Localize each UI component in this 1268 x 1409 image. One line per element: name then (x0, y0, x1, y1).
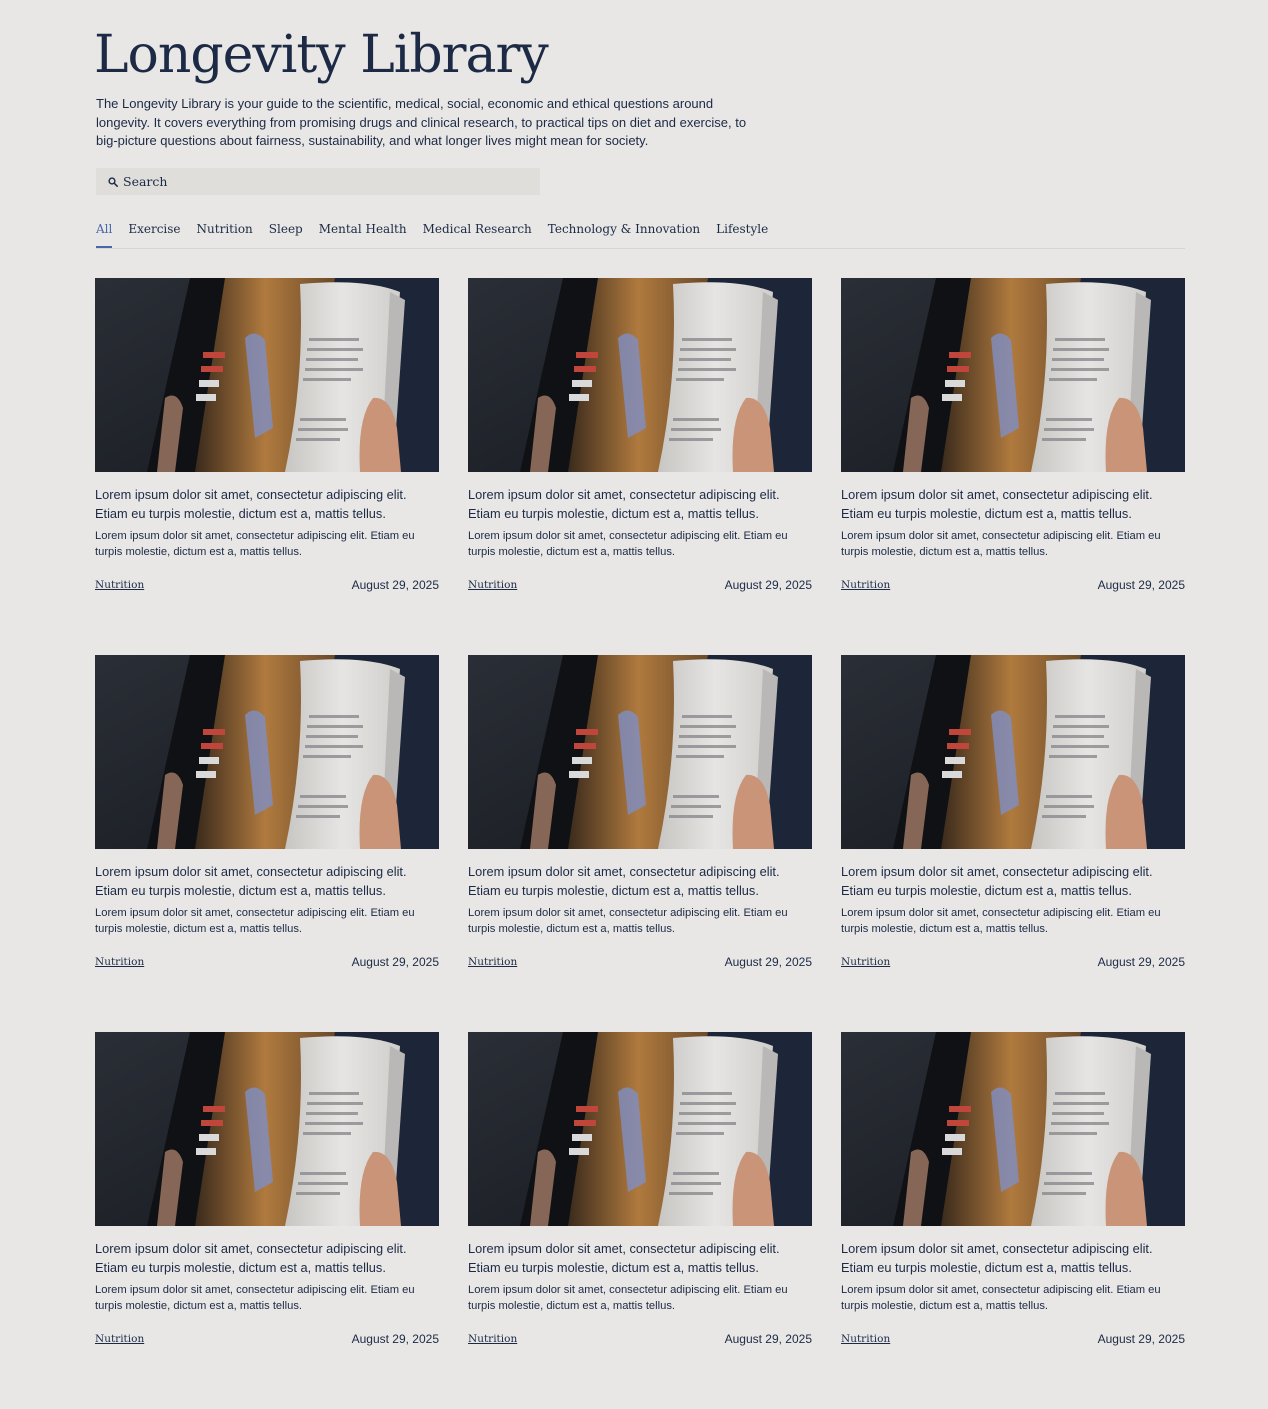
article-thumbnail[interactable] (468, 655, 812, 849)
search-placeholder: Search (123, 174, 168, 189)
article-excerpt: Lorem ipsum dolor sit amet, consectetur adipiscing elit. Etiam eu turpis molestie, dictum est a, mattis tellus. (841, 530, 1161, 558)
article-excerpt: Lorem ipsum dolor sit amet, consectetur adipiscing elit. Etiam eu turpis molestie, dictum est a, mattis tellus. (468, 1284, 788, 1312)
tab-medical-research[interactable]: Medical Research (422, 222, 532, 236)
article-category-link[interactable]: Nutrition (841, 956, 891, 968)
article-title[interactable]: Lorem ipsum dolor sit amet, consectetur adipiscing elit. Etiam eu turpis molestie, dictum est a, mattis tellus. (95, 487, 407, 521)
article-title[interactable]: Lorem ipsum dolor sit amet, consectetur adipiscing elit. Etiam eu turpis molestie, dictum est a, mattis tellus. (841, 487, 1153, 521)
intro-text: The Longevity Library is your guide to the scientific, medical, social, economic and ethical questions around longevity. It covers everything from promising drugs and clinical research, to practical tips on diet and exercise, to big-picture questions about fairness, sustainability, and what longer lives might mean for society. (96, 96, 747, 148)
article-category-link[interactable]: Nutrition (468, 579, 518, 591)
article-thumbnail[interactable] (95, 1032, 439, 1226)
article-category-link[interactable]: Nutrition (841, 579, 891, 591)
article-card[interactable] (841, 278, 1185, 655)
article-category-link[interactable]: Nutrition (95, 956, 145, 968)
article-card[interactable] (468, 1032, 812, 1409)
tab-mental-health[interactable]: Mental Health (318, 222, 407, 236)
article-title[interactable]: Lorem ipsum dolor sit amet, consectetur adipiscing elit. Etiam eu turpis molestie, dictum est a, mattis tellus. (468, 864, 780, 898)
article-excerpt: Lorem ipsum dolor sit amet, consectetur adipiscing elit. Etiam eu turpis molestie, dictum est a, mattis tellus. (468, 907, 788, 935)
article-card[interactable] (841, 1032, 1185, 1409)
article-title[interactable]: Lorem ipsum dolor sit amet, consectetur adipiscing elit. Etiam eu turpis molestie, dictum est a, mattis tellus. (468, 1241, 780, 1275)
article-meta (841, 1332, 1185, 1346)
article-meta (841, 578, 1185, 592)
tab-exercise[interactable]: Exercise (128, 222, 181, 236)
article-meta (468, 955, 812, 969)
article-excerpt: Lorem ipsum dolor sit amet, consectetur adipiscing elit. Etiam eu turpis molestie, dictum est a, mattis tellus. (95, 907, 415, 935)
article-thumbnail[interactable] (841, 1032, 1185, 1226)
article-meta (95, 1332, 439, 1346)
article-meta (95, 578, 439, 592)
article-thumbnail[interactable] (95, 655, 439, 849)
search-input[interactable] (96, 168, 540, 195)
article-title[interactable]: Lorem ipsum dolor sit amet, consectetur adipiscing elit. Etiam eu turpis molestie, dictum est a, mattis tellus. (95, 864, 407, 898)
article-category-link[interactable]: Nutrition (468, 1333, 518, 1345)
article-category-link[interactable]: Nutrition (841, 1333, 891, 1345)
article-card[interactable] (468, 655, 812, 1032)
article-meta (468, 1332, 812, 1346)
article-date: August 29, 2025 (1097, 955, 1185, 969)
article-category-link[interactable]: Nutrition (95, 579, 145, 591)
article-thumbnail[interactable] (841, 278, 1185, 472)
category-tabs (96, 220, 1185, 249)
tab-technology-innovation[interactable]: Technology & Innovation (547, 222, 701, 236)
article-card[interactable] (95, 278, 439, 655)
article-card[interactable] (468, 278, 812, 655)
article-card[interactable] (841, 655, 1185, 1032)
article-title[interactable]: Lorem ipsum dolor sit amet, consectetur adipiscing elit. Etiam eu turpis molestie, dictum est a, mattis tellus. (468, 487, 780, 521)
article-title[interactable]: Lorem ipsum dolor sit amet, consectetur adipiscing elit. Etiam eu turpis molestie, dictum est a, mattis tellus. (841, 1241, 1153, 1275)
article-date: August 29, 2025 (724, 578, 812, 592)
article-date: August 29, 2025 (351, 1332, 439, 1346)
article-excerpt: Lorem ipsum dolor sit amet, consectetur adipiscing elit. Etiam eu turpis molestie, dictum est a, mattis tellus. (95, 1284, 415, 1312)
article-meta (95, 955, 439, 969)
tab-sleep[interactable]: Sleep (268, 222, 303, 236)
article-date: August 29, 2025 (724, 955, 812, 969)
article-title[interactable]: Lorem ipsum dolor sit amet, consectetur adipiscing elit. Etiam eu turpis molestie, dictum est a, mattis tellus. (95, 1241, 407, 1275)
article-excerpt: Lorem ipsum dolor sit amet, consectetur adipiscing elit. Etiam eu turpis molestie, dictum est a, mattis tellus. (95, 530, 415, 558)
article-thumbnail[interactable] (841, 655, 1185, 849)
article-excerpt: Lorem ipsum dolor sit amet, consectetur adipiscing elit. Etiam eu turpis molestie, dictum est a, mattis tellus. (468, 530, 788, 558)
article-date: August 29, 2025 (1097, 578, 1185, 592)
article-thumbnail[interactable] (468, 1032, 812, 1226)
article-category-link[interactable]: Nutrition (468, 956, 518, 968)
article-card[interactable] (95, 655, 439, 1032)
search-icon (108, 177, 118, 187)
page-title: Longevity Library (94, 25, 548, 85)
article-thumbnail[interactable] (95, 278, 439, 472)
article-excerpt: Lorem ipsum dolor sit amet, consectetur adipiscing elit. Etiam eu turpis molestie, dictum est a, mattis tellus. (841, 907, 1161, 935)
article-excerpt: Lorem ipsum dolor sit amet, consectetur adipiscing elit. Etiam eu turpis molestie, dictum est a, mattis tellus. (841, 1284, 1161, 1312)
tab-all[interactable]: All (96, 220, 112, 248)
article-card[interactable] (95, 1032, 439, 1409)
tab-nutrition[interactable]: Nutrition (196, 222, 253, 236)
article-date: August 29, 2025 (351, 955, 439, 969)
article-category-link[interactable]: Nutrition (95, 1333, 145, 1345)
article-title[interactable]: Lorem ipsum dolor sit amet, consectetur adipiscing elit. Etiam eu turpis molestie, dictum est a, mattis tellus. (841, 864, 1153, 898)
article-date: August 29, 2025 (724, 1332, 812, 1346)
article-grid (95, 278, 1186, 1409)
tab-lifestyle[interactable]: Lifestyle (716, 222, 769, 236)
article-thumbnail[interactable] (468, 278, 812, 472)
article-date: August 29, 2025 (1097, 1332, 1185, 1346)
article-meta (841, 955, 1185, 969)
article-date: August 29, 2025 (351, 578, 439, 592)
article-meta (468, 578, 812, 592)
